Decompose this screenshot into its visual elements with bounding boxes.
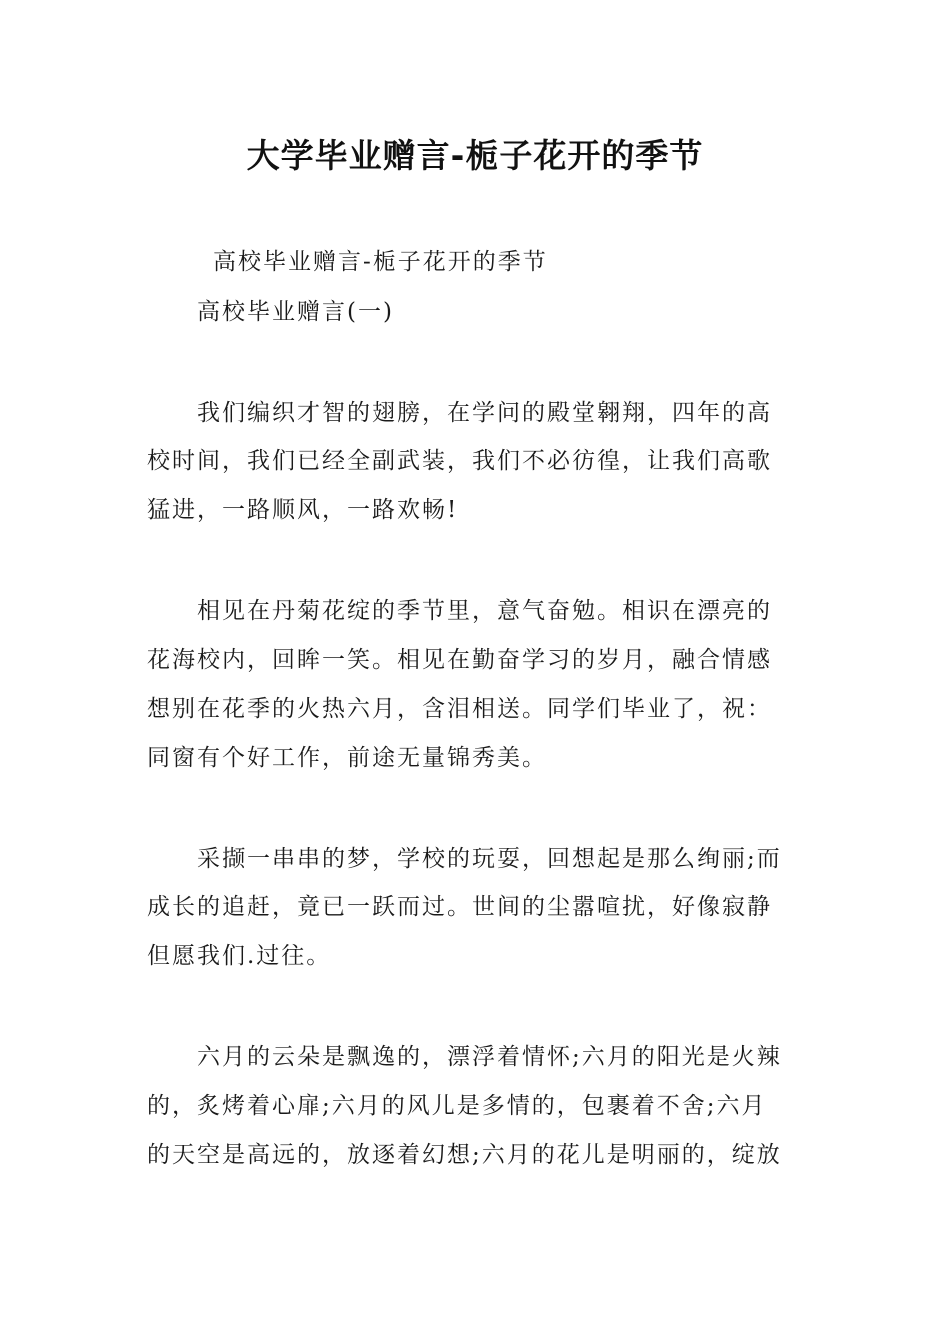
paragraph-line: 校时间，我们已经全副武装，我们不必彷徨，让我们高歌 (147, 448, 772, 474)
document-title: 大学毕业赠言-栀子花开的季节 (246, 136, 704, 175)
paragraph-line: 花海校内，回眸一笑。相见在勤奋学习的岁月，融合情感 (147, 647, 772, 673)
section-heading: 高校毕业赠言(一) (197, 299, 394, 325)
paragraph-line: 的天空是高远的，放逐着幻想;六月的花儿是明丽的，绽放 (147, 1142, 782, 1168)
paragraph-line: 相见在丹菊花绽的季节里，意气奋勉。相识在漂亮的 (197, 598, 772, 624)
paragraph-line: 猛进，一路顺风，一路欢畅! (147, 497, 459, 523)
paragraph-line: 同窗有个好工作，前途无量锦秀美。 (147, 745, 547, 771)
paragraph-line: 但愿我们.过往。 (147, 943, 332, 969)
paragraph-line: 成长的追赶，竟已一跃而过。世间的尘嚣喧扰，好像寂静 (147, 894, 772, 920)
paragraph-line: 采撷一串串的梦，学校的玩耍，回想起是那么绚丽;而 (197, 846, 782, 872)
paragraph-line: 我们编织才智的翅膀，在学问的殿堂翱翔，四年的高 (197, 400, 772, 426)
subtitle: 高校毕业赠言-栀子花开的季节 (213, 249, 548, 275)
paragraph-line: 的，炙烤着心扉;六月的风儿是多情的，包裹着不舍;六月 (147, 1093, 767, 1119)
paragraph-line: 想别在花季的火热六月，含泪相送。同学们毕业了，祝： (147, 696, 772, 722)
paragraph-line: 六月的云朵是飘逸的，漂浮着情怀;六月的阳光是火辣 (197, 1044, 782, 1070)
